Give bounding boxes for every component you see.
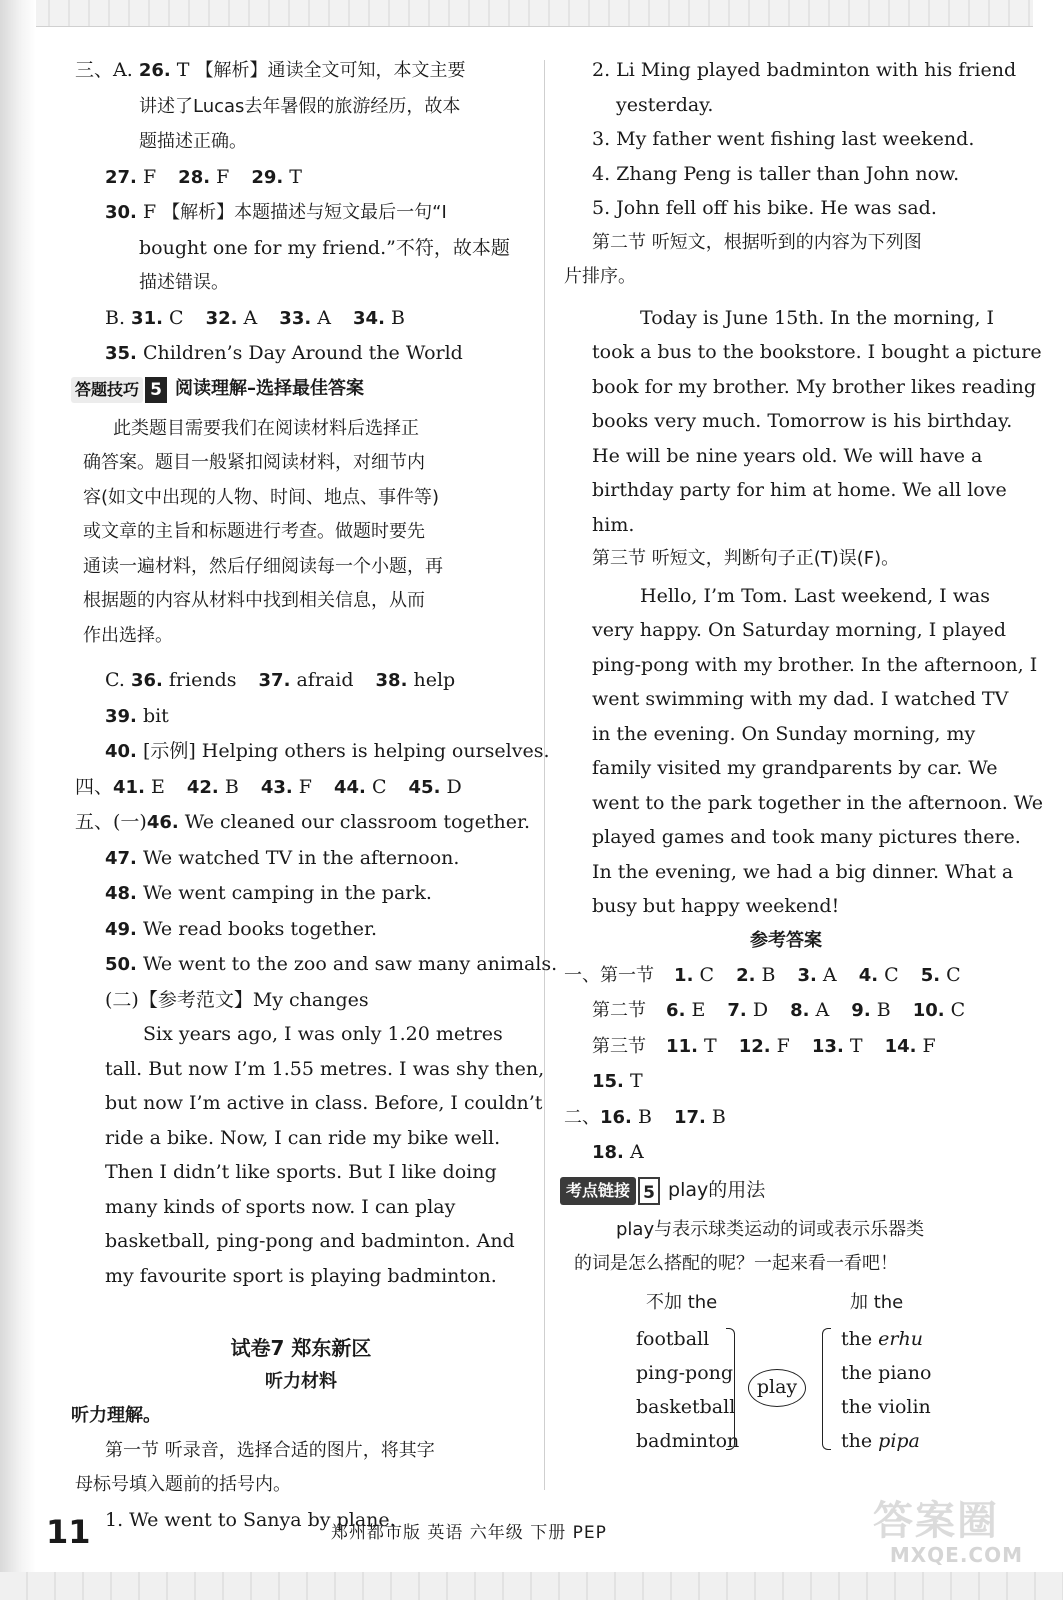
answer-row-2: 第二节 6. E 7. D 8. A 9. B 10. C	[592, 999, 966, 1021]
passage-section3	[564, 579, 1044, 924]
answer-row-4: 二、16. B 17. B	[564, 1105, 726, 1128]
answer: B	[224, 775, 239, 798]
answer: A	[243, 306, 258, 329]
play-usage-diagram	[564, 1286, 1008, 1461]
passage-line: family visited my grandparents by car. We	[592, 757, 998, 779]
question-number: 42.	[186, 776, 219, 798]
explanation: 本题描述与短文最后一句“I	[234, 202, 447, 223]
question-number: 38.	[375, 670, 408, 691]
section3-instruction: 第三节 听短文，判断句子正(T)误(F)。	[592, 548, 900, 569]
paper-title: 试卷7 郑东新区	[230, 1336, 372, 1360]
list-item: the pipa	[841, 1429, 920, 1452]
analysis-tag: 【解析】	[162, 202, 235, 223]
instrument-name: erhu	[878, 1327, 923, 1350]
answer: We cleaned our classroom together.	[184, 811, 530, 833]
tip-line: 作出选择。	[83, 624, 173, 646]
q47-line: 47. We watched TV in the afternoon.	[105, 846, 460, 869]
q48-line: 48. We went camping in the park.	[105, 882, 432, 904]
q50-line: 50. We went to the zoo and saw many animals.	[105, 953, 558, 975]
passage-line: ping-pong with my brother. In the afternoon, I	[592, 653, 1038, 676]
q36-38-line	[75, 663, 527, 699]
question-number: 28.	[178, 166, 211, 188]
question-number: 34.	[353, 307, 385, 329]
question-number: 26.	[138, 60, 171, 81]
section2-instruction: 第二节 听短文，根据听到的内容为下列图	[592, 231, 922, 253]
list-item: the piano	[841, 1361, 932, 1384]
book-info: 郑州都市版 英语 六年级 下册 PEP	[331, 1523, 607, 1543]
question-number: 43.	[260, 776, 293, 798]
site-watermark: 答案圈 MXQE.COM	[873, 1498, 1023, 1567]
tip-number: 5	[145, 377, 167, 403]
essay-line: basketball, ping-pong and badminton. And	[105, 1230, 515, 1252]
page-bottom-edge	[0, 1572, 1063, 1600]
section-label: 四、	[75, 775, 114, 798]
analysis-tag: 【解析】	[195, 60, 268, 81]
tip-line: 通读一遍材料，然后仔细阅读每一个小题，再	[83, 555, 443, 577]
question-number: 31.	[131, 307, 163, 329]
tip-title: 阅读理解–选择最佳答案	[175, 378, 365, 400]
passage-line: went to the park together in the afternoon. We	[592, 791, 1044, 814]
tip-line: 根据题的内容从材料中找到相关信息，从而	[83, 590, 425, 611]
passage-line: book for my brother. My brother likes reading	[592, 375, 1036, 398]
list-item: the violin	[841, 1395, 931, 1418]
listening-item: 1. We went to Sanya by plane.	[105, 1508, 396, 1531]
key-point-title: play的用法	[668, 1179, 766, 1202]
question-number: 45.	[408, 776, 441, 798]
right-column	[564, 53, 1044, 1461]
listening-item: 2. Li Ming played badminton with his friend	[592, 59, 1017, 81]
right-brace	[822, 1328, 831, 1450]
answer: E	[150, 775, 165, 798]
section1-instruction: 第一节 听录音，选择合适的图片，将其字	[105, 1439, 435, 1461]
q49-line: 49. We read books together.	[105, 917, 378, 940]
answer: C	[371, 775, 387, 798]
answer: bit	[142, 704, 169, 727]
passage-line: Today is June 15th. In the morning, I	[640, 306, 995, 329]
passage-line: played games and took many pictures there.	[592, 826, 1021, 848]
essay-line: Then I didn’t like sports. But I like doing	[105, 1161, 497, 1183]
essay-line: but now I’m active in class. Before, I couldn’t	[105, 1092, 543, 1114]
sample-essay	[75, 1017, 545, 1293]
explanation: 通读全文可知，本文主要	[267, 60, 466, 81]
question-number: 37.	[258, 670, 291, 691]
answer: [示例] Helping others is helping ourselves.	[142, 740, 550, 762]
essay-line: my favourite sport is playing badminton.	[105, 1264, 497, 1287]
key-point-header	[560, 1175, 1008, 1207]
list-item: ping-pong	[636, 1361, 734, 1384]
essay-line: Six years ago, I was only 1.20 metres	[143, 1023, 503, 1045]
answer-key-title: 参考答案	[750, 929, 822, 951]
section2-instruction: 片排序。	[564, 266, 636, 287]
question-number: 32.	[205, 307, 238, 329]
play-oval: play	[748, 1369, 806, 1407]
q46-line	[75, 805, 530, 841]
q30-line	[75, 195, 527, 231]
passage-line: birthday party for him at home. We all love	[592, 479, 1007, 501]
answer-row-3b: 15. T	[592, 1070, 643, 1092]
answer: T	[176, 59, 190, 81]
passage-line: went swimming with my dad. I watched TV	[592, 688, 1009, 710]
answer: D	[446, 775, 462, 798]
question-number: 41.	[113, 776, 145, 798]
list-item: badminton	[636, 1429, 740, 1452]
answer-row-3: 第三节 11. T 12. F 13. T 14. F	[592, 1034, 936, 1057]
tip-line: 确答案。题目一般紧扣阅读材料，对细节内	[83, 452, 425, 473]
tip-line: 此类题目需要我们在阅读材料后选择正	[113, 417, 419, 439]
list-item: the erhu	[841, 1327, 923, 1350]
page-left-edge	[0, 0, 36, 1600]
no-the-list	[636, 1322, 739, 1458]
tip-body	[75, 412, 527, 654]
listening-item: yesterday.	[616, 93, 714, 116]
passage-line: in the evening. On Sunday morning, my	[592, 722, 976, 745]
question-number: 27.	[105, 166, 137, 188]
answer-row-4b: 18. A	[592, 1141, 644, 1163]
explanation-line: 讲述了Lucas去年暑假的旅游经历，故本	[139, 95, 461, 117]
passage-line: In the evening, we had a big dinner. What a	[592, 860, 1014, 883]
tip-line: 容(如文中出现的人物、时间、地点、事件等)	[83, 486, 440, 508]
listening-title: 听力材料	[265, 1371, 337, 1392]
page-top-edge	[30, 0, 1033, 27]
q35-line	[75, 336, 527, 372]
question-number: 33.	[279, 307, 312, 329]
list-item: football	[636, 1327, 710, 1350]
question-number: 35.	[105, 343, 137, 364]
q40-line	[75, 734, 550, 770]
q27-29-line	[75, 160, 527, 196]
answer: F	[216, 165, 230, 188]
answer: help	[413, 669, 456, 691]
with-the-heading: 加 the	[850, 1291, 904, 1313]
with-the-list	[841, 1322, 931, 1458]
section-label: B.	[105, 306, 132, 329]
key-point-number: 5	[638, 1177, 660, 1205]
passage-line: Hello, I’m Tom. Last weekend, I was	[640, 584, 991, 607]
section-label: C.	[105, 669, 131, 691]
essay-line: tall. But now I’m 1.55 metres. I was shy then,	[105, 1057, 545, 1080]
question-number: 30.	[105, 202, 137, 223]
section-label: 三、A.	[75, 59, 139, 81]
question-number: 36.	[130, 670, 163, 691]
q31-34-line	[75, 301, 527, 337]
listening-item: 3. My father went fishing last weekend.	[592, 128, 975, 150]
sample-heading: (二)【参考范文】My changes	[105, 988, 369, 1011]
explanation-line: 描述错误。	[139, 272, 229, 293]
section-label: 五、(一)	[75, 811, 147, 833]
answer: Children’s Day Around the World	[142, 342, 463, 364]
question-number: 39.	[105, 705, 137, 727]
listening-item: 5. John fell off his bike. He was sad.	[592, 197, 937, 219]
answer: A	[317, 306, 331, 329]
question-number: 29.	[251, 166, 284, 188]
explanation-line: 题描述正确。	[139, 131, 247, 152]
q41-45-line	[75, 770, 527, 806]
question-number: 40.	[105, 741, 137, 762]
key-point-tag: 考点链接	[560, 1177, 636, 1205]
passage-line: books very much. Tomorrow is his birthday.	[592, 410, 1013, 432]
passage-line: took a bus to the bookstore. I bought a picture	[592, 341, 1042, 363]
passage-line: He will be nine years old. We will have a	[592, 444, 983, 467]
answer: friends	[168, 669, 237, 691]
section1-instruction: 母标号填入题前的括号内。	[75, 1474, 291, 1495]
answer: afraid	[296, 669, 354, 691]
tip-line: 或文章的主旨和标题进行考查。做题时要先	[83, 521, 425, 542]
answer: F	[142, 165, 157, 188]
answer: T	[289, 165, 302, 188]
answer-row-1: 一、第一节 1. C 2. B 3. A 4. C 5. C	[564, 963, 961, 986]
page-number: 11	[46, 1513, 91, 1551]
answer-tip-header	[71, 374, 527, 406]
tip-tag: 答题技巧	[71, 377, 143, 403]
answer: B	[390, 306, 405, 329]
no-the-heading: 不加 the	[646, 1291, 718, 1313]
answer: F	[298, 775, 312, 798]
listening-item: 4. Zhang Peng is taller than John now.	[592, 162, 960, 185]
list-item: basketball	[636, 1395, 736, 1418]
instrument-name: pipa	[878, 1429, 920, 1452]
passage-line: him.	[592, 513, 635, 536]
q26-line	[75, 53, 527, 89]
q39-line	[75, 699, 527, 735]
explanation-line: bought one for my friend.”不符，故本题	[139, 236, 510, 259]
passage-line: very happy. On Saturday morning, I played	[592, 619, 1007, 641]
question-number: 46.	[146, 812, 179, 833]
key-point-text: 的词是怎么搭配的呢？一起来看一看吧！	[574, 1253, 898, 1274]
key-point-text: play与表示球类运动的词或表示乐器类	[616, 1218, 925, 1240]
answer: F	[142, 201, 157, 223]
listening-heading: 听力理解。	[71, 1405, 161, 1426]
passage-section2	[564, 301, 1042, 543]
passage-line: busy but happy weekend!	[592, 895, 840, 917]
essay-line: ride a bike. Now, I can ride my bike well.	[105, 1126, 501, 1149]
essay-line: many kinds of sports now. I can play	[105, 1195, 456, 1218]
answer: C	[168, 306, 184, 329]
question-number: 44.	[334, 776, 366, 798]
column-divider	[544, 60, 545, 1490]
left-brace	[726, 1328, 735, 1450]
